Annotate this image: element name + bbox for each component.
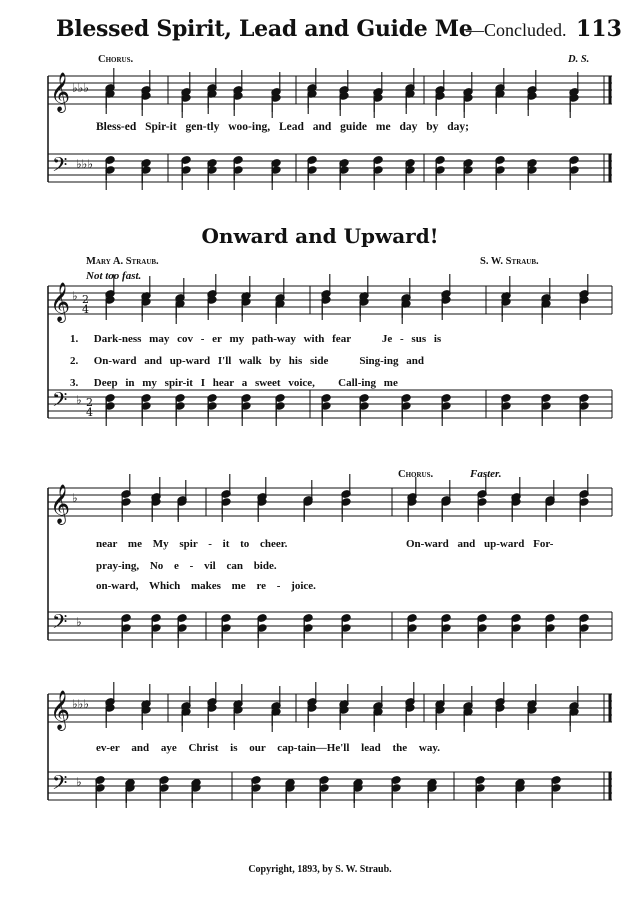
- note: [541, 278, 551, 302]
- note: [435, 70, 445, 94]
- note: [233, 706, 243, 730]
- note: [141, 276, 151, 300]
- note: [321, 296, 331, 320]
- note: [141, 298, 151, 322]
- note: [511, 498, 521, 522]
- note: [307, 704, 317, 728]
- time-signature: 4: [82, 303, 89, 316]
- note: [233, 684, 243, 708]
- treble-clef: 𝄞: [50, 484, 71, 524]
- time-signature: 4: [86, 406, 93, 419]
- note: [527, 684, 537, 708]
- note: [207, 296, 217, 320]
- copyright: Copyright, 1893, by S. W. Straub.: [248, 864, 392, 875]
- note: [495, 704, 505, 728]
- note: [105, 68, 115, 92]
- note: [233, 70, 243, 94]
- note: [151, 477, 161, 501]
- note: [177, 480, 187, 504]
- note: [121, 498, 131, 522]
- time-signature: 2: [82, 293, 89, 306]
- note: [221, 474, 231, 498]
- note: [175, 300, 185, 324]
- note: [359, 276, 369, 300]
- note: [501, 276, 511, 300]
- note: [307, 90, 317, 114]
- note: [181, 94, 191, 118]
- note: [569, 708, 579, 732]
- note: [271, 94, 281, 118]
- note: [569, 94, 579, 118]
- note: [405, 704, 415, 728]
- note: [307, 68, 317, 92]
- note: [207, 90, 217, 114]
- chorus-label: Chorus.: [98, 54, 134, 65]
- note: [541, 300, 551, 324]
- note: [569, 686, 579, 710]
- note: [405, 90, 415, 114]
- note: [405, 68, 415, 92]
- note: [359, 298, 369, 322]
- note: [339, 684, 349, 708]
- note: [579, 296, 589, 320]
- note: [175, 278, 185, 302]
- note: [181, 686, 191, 710]
- verse-2-line: 2. On-ward and up-ward I'll walk by his side Sing-ing and: [70, 355, 424, 367]
- key-signature: ♭: [72, 491, 78, 505]
- note: [373, 686, 383, 710]
- key-signature: ♭: [76, 615, 82, 629]
- note: [435, 684, 445, 708]
- note: [257, 498, 267, 522]
- page-number: 113: [576, 16, 622, 42]
- note: [141, 684, 151, 708]
- verse-1-line: 1. Dark-ness may cov - er my path-way with fear Je - sus is: [70, 333, 442, 345]
- note: [271, 686, 281, 710]
- chorus-label-2: Chorus.: [398, 469, 434, 480]
- note: [105, 704, 115, 728]
- verse-1-cont: near me My spir - it to cheer.: [96, 538, 288, 550]
- key-signature: ♭: [76, 393, 82, 407]
- bass-staff: [48, 154, 612, 182]
- note: [141, 70, 151, 94]
- note: [401, 278, 411, 302]
- bass-clef: 𝄢: [52, 153, 68, 181]
- chorus-lyric: On-ward and up-ward For-: [406, 538, 554, 550]
- note: [303, 480, 313, 504]
- note: [463, 708, 473, 732]
- bass-clef: 𝄢: [52, 388, 68, 416]
- note: [407, 477, 417, 501]
- treble-clef: 𝄞: [50, 72, 71, 112]
- note: [339, 706, 349, 730]
- note: [527, 70, 537, 94]
- note: [373, 708, 383, 732]
- time-signature: 2: [86, 396, 93, 409]
- note: [121, 474, 131, 498]
- note: [341, 474, 351, 498]
- key-signature: ♭♭♭: [76, 157, 93, 171]
- bass-staff: [48, 612, 612, 640]
- key-signature: ♭♭♭: [72, 697, 89, 711]
- note: [373, 94, 383, 118]
- note: [207, 68, 217, 92]
- treble-clef: 𝄞: [50, 282, 71, 322]
- ds-label: D. S.: [568, 54, 590, 65]
- concluded-label: —Concluded.: [466, 20, 567, 40]
- note: [271, 708, 281, 732]
- lyricist: Mary A. Straub.: [86, 256, 159, 267]
- note: [105, 296, 115, 320]
- treble-clef: 𝄞: [50, 690, 71, 730]
- note: [501, 298, 511, 322]
- bass-clef: 𝄢: [52, 771, 68, 799]
- treble-staff: [48, 694, 612, 722]
- note: [207, 704, 217, 728]
- note: [105, 90, 115, 114]
- note: [463, 686, 473, 710]
- tempo-marking: Not too fast.: [86, 270, 142, 282]
- verse-3-cont: on-ward, Which makes me re - joice.: [96, 580, 316, 592]
- bass-clef: 𝄢: [52, 610, 68, 638]
- note: [527, 706, 537, 730]
- tempo-faster: Faster.: [470, 468, 502, 480]
- note: [511, 477, 521, 501]
- note: [221, 498, 231, 522]
- note: [495, 90, 505, 114]
- note: [339, 70, 349, 94]
- note: [441, 296, 451, 320]
- note: [463, 94, 473, 118]
- note: [275, 300, 285, 324]
- hymn-title-continued: Blessed Spirit, Lead and Guide Me: [56, 16, 473, 42]
- note: [401, 300, 411, 324]
- note: [241, 276, 251, 300]
- note: [435, 706, 445, 730]
- note: [579, 474, 589, 498]
- note: [341, 498, 351, 522]
- composer: S. W. Straub.: [480, 256, 539, 267]
- song-title: Onward and Upward!: [201, 224, 439, 248]
- treble-staff: [48, 488, 612, 516]
- note: [181, 708, 191, 732]
- note: [579, 498, 589, 522]
- final-lyric: ev-er and aye Christ is our cap-tain—He'll lead the way.: [96, 742, 440, 754]
- key-signature: ♭: [72, 289, 78, 303]
- verse-2-cont: pray-ing, No e - vil can bide.: [96, 560, 277, 572]
- note: [477, 498, 487, 522]
- lyric-line: Bless-ed Spir-it gen-tly woo-ing, Lead and guide me day by day;: [96, 121, 469, 133]
- key-signature: ♭♭♭: [72, 81, 89, 95]
- note: [407, 498, 417, 522]
- note: [141, 706, 151, 730]
- note: [275, 278, 285, 302]
- note: [257, 477, 267, 501]
- note: [441, 480, 451, 504]
- key-signature: ♭: [76, 775, 82, 789]
- note: [241, 298, 251, 322]
- note: [545, 480, 555, 504]
- note: [151, 498, 161, 522]
- verse-3-line: 3. Deep in my spir-it I hear a sweet voice, Call-ing me: [70, 377, 398, 389]
- note: [495, 68, 505, 92]
